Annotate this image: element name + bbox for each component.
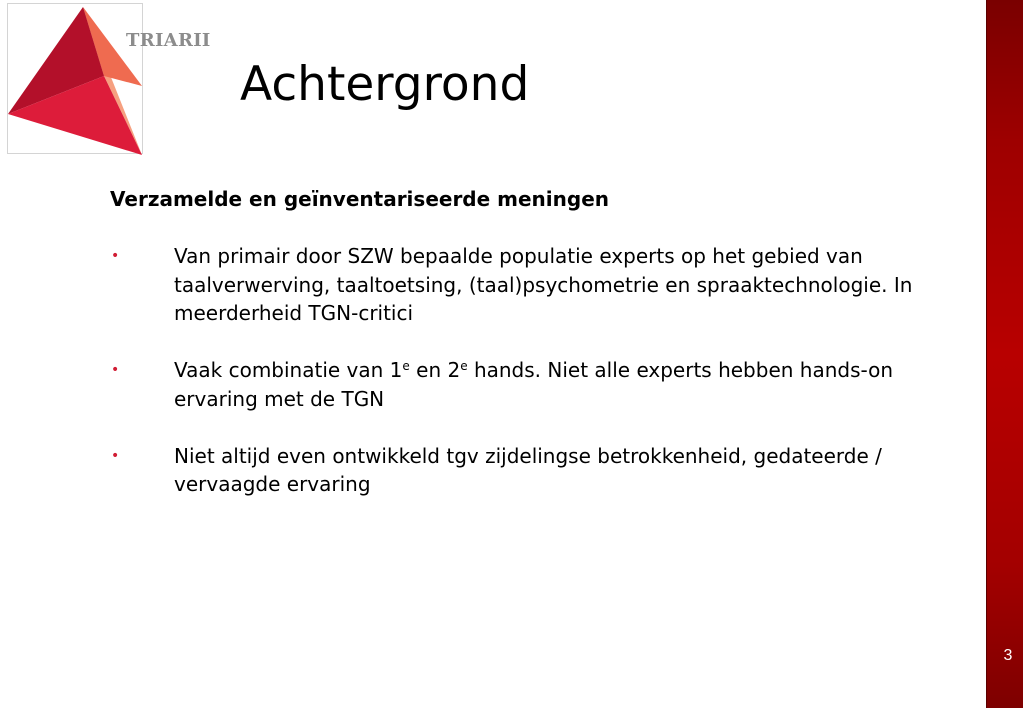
bullet-text: Van primair door SZW bepaalde populatie experts op het gebied van taalverwerving, taaltoetsing, (taal)psychometrie en spraaktechnologie. In meerderheid TGN-critici — [174, 244, 913, 325]
bullet-item-3 — [110, 442, 970, 499]
side-bar — [986, 0, 1023, 708]
bullet-text-part: Vaak combinatie van 1 — [174, 358, 403, 382]
superscript: e — [402, 359, 410, 373]
bullet-text — [174, 358, 893, 411]
bullet-text-part: en 2 — [409, 358, 461, 382]
bullet-item-1 — [110, 242, 970, 328]
bullet-list — [110, 242, 970, 527]
bullet-icon: • — [111, 248, 120, 264]
slide-title: Achtergrond — [240, 57, 530, 112]
bullet-text: Niet altijd even ontwikkeld tgv zijdelingse betrokkenheid, gedateerde / vervaagde ervaring — [174, 443, 882, 496]
slide-subheading: Verzamelde en geïnventariseerde meningen — [110, 187, 610, 211]
bullet-icon: • — [111, 447, 120, 464]
bullet-text-part: hands. Niet alle experts hebben hands-on ervaring met de TGN — [174, 358, 894, 411]
page-number: 3 — [1003, 647, 1013, 664]
brand-name: TRIARII — [126, 30, 211, 51]
bullet-item-2 — [110, 356, 970, 413]
superscript: e — [460, 359, 468, 373]
bullet-icon: • — [111, 362, 120, 378]
logo — [7, 3, 143, 154]
triangle-logo-icon — [8, 4, 144, 155]
